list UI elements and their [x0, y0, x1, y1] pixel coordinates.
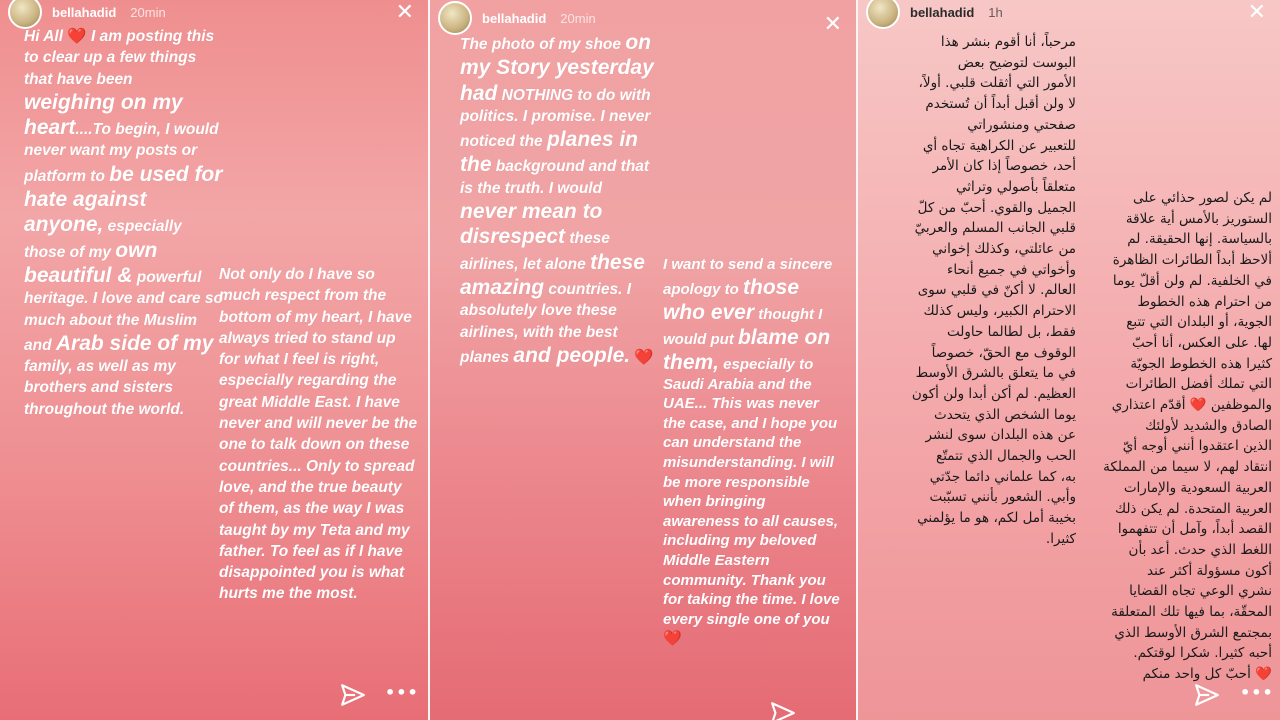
- story-text-col-2: Not only do I have so much respect from the bottom of my heart, I have always tried to stand up for what I feel is right, especially regarding the great Middle East. I have never and will never be the one to talk down on these countries... Only to spread love, and the true beauty of them, as the way I was taught by my Teta and my father. To feel as if I have disappointed you is what hurts me the most.: [219, 266, 418, 603]
- story-text-col-1: [460, 30, 660, 368]
- avatar[interactable]: [866, 0, 900, 29]
- close-icon[interactable]: ✕: [1247, 0, 1266, 25]
- more-options-icon[interactable]: •••: [1240, 683, 1274, 702]
- close-icon[interactable]: ✕: [823, 12, 842, 37]
- story-header: [866, 0, 1003, 28]
- text-segment: especially to Saudi Arabia and the UAE... This was never the case, and I hope you can understand the misunderstanding. I will be more responsible when bringing awareness to all causes, including my beloved Middle Eastern community. Thank you for taking the time. I love every single one of you: [663, 355, 840, 628]
- username[interactable]: bellahadid: [52, 4, 117, 20]
- text-segment: own beautiful &: [24, 238, 158, 287]
- send-icon[interactable]: [340, 682, 366, 708]
- text-segment: weighing on my heart: [24, 90, 183, 140]
- post-time: 20min: [130, 4, 166, 20]
- text-segment: NOTHING to do with politics. I promise. I never noticed the: [460, 86, 651, 151]
- text-segment: ....To begin, I would never want my posts or platform to: [24, 121, 219, 185]
- story-panel-3[interactable]: [858, 0, 1280, 720]
- text-segment: these airlines, let alone: [460, 230, 610, 273]
- more-options-icon[interactable]: •••: [385, 683, 419, 702]
- username[interactable]: bellahadid: [482, 10, 547, 26]
- text-segment: Hi All: [24, 28, 68, 45]
- text-segment: be used for hate against anyone,: [24, 162, 223, 237]
- text-segment: especially those of my: [24, 218, 182, 261]
- text-segment: never mean to disrespect: [460, 200, 603, 249]
- send-icon[interactable]: [770, 700, 796, 720]
- story-panel-2[interactable]: [430, 0, 856, 720]
- heart-icon: ❤️: [630, 348, 654, 366]
- story-text-col-1: [24, 26, 224, 420]
- story-text-col-2: [663, 255, 843, 649]
- text-segment: powerful heritage. I love and care so much about the Muslim and: [24, 268, 223, 354]
- close-icon[interactable]: ✕: [395, 0, 414, 25]
- text-segment: those who ever: [663, 275, 800, 324]
- post-time: 1h: [988, 4, 1003, 20]
- text-segment: Arab side of my: [55, 331, 214, 355]
- post-time: 20min: [560, 10, 596, 26]
- text-segment: thought I would put: [663, 305, 823, 348]
- text-segment: blame on them,: [663, 325, 831, 374]
- text-segment: I am posting this to clear up a few things that have been: [24, 28, 215, 88]
- text-segment: on my Story yesterday had: [460, 31, 654, 105]
- story-panel-1[interactable]: [0, 0, 428, 720]
- text-segment: and people.: [513, 343, 631, 367]
- text-segment: planes in the: [460, 128, 639, 177]
- heart-icon: ❤️: [663, 630, 682, 648]
- story-header: [8, 0, 166, 28]
- avatar[interactable]: [8, 0, 42, 29]
- heart-icon: ❤️: [67, 28, 87, 45]
- text-segment: family, as well as my brothers and sisters throughout the world.: [24, 358, 185, 418]
- story-text-col-1-arabic: مرحباً، أنا أقوم بنشر هذا البوست لتوضيح بعض الأمور التي أثقلت قلبي. أولاً، لا ولن أقبل أبداً أن تُستخدم صفحتي ومنشوراتي للتعبير عن الكراهية تجاه أي أحد، خصوصاً إذا كان الأمر متعلقاً بأصولي وتراثي الجميل والقوي. أحبّ من كلّ قلبي الجانب المسلم والعربيّ من عائلتي، وكذلك إخواني وأخواتي في جميع أنحاء العالم. لا أكنّ في قلبي سوى الاحترام الكبير، وليس كذلك فقط، بل لطالما حاولت الوقوف مع الحقّ، خصوصاً في ما يتعلق بالشرق الأوسط العظيم. لم أكن أبدا ولن أكون يوما الشخص الذي يتحدث عن هذه البلدان سوى لنشر الحب والجمال الذي تتمتّع به، كما علماني دائما جدّتي وأبي. الشعور بأنني تسبّبت بخيبة أمل لكم، هو ما يؤلمني كثيرا.: [911, 34, 1076, 547]
- text-segment: I want to send a sincere apology to: [663, 256, 833, 298]
- text-segment: background and that is the truth. I would: [460, 158, 650, 197]
- username[interactable]: bellahadid: [910, 4, 975, 20]
- text-segment: these amazing: [460, 250, 645, 299]
- send-icon[interactable]: [1194, 682, 1220, 708]
- text-segment: countries. I absolutely love these airlines, with the best planes: [460, 280, 632, 366]
- story-text-col-2-arabic: لم يكن لصور حذائي على الستوريز بالأمس أية علاقة بالسياسة. إنها الحقيقة. لم ألاحظ أبداً الطائرات الظاهرة في الخلفية. لم ولن أقلّ يوما من احترام هذه الخطوط الجوية، أو البلدان التي تتبع لها. على العكس، أنا أحبّ كثيرا هذه الخطوط الجويّة التي تملك أفضل الطائرات والموظفين ❤️ أقدّم اعتذاري الصادق والشديد لأولئك الذين اعتقدوا أنني أوجه أيّ انتقاد لهم، لا سيما من المملكة العربية السعودية والإمارات العربية المتحدة. لم يكن ذلك القصد أبداً، وآمل أن تتفهموا اللغط الذي حدث. أعد بأن أكون مسؤولة أكثر عند نشري الوعي تجاه القضايا المحقّة، بما فيها تلك المتعلقة بمجتمع الشرق الأوسط الذي أحبه كثيرا. شكرا لوقتكم. ❤️ أحبّ كل واحد منكم: [1103, 190, 1272, 683]
- text-segment: The photo of my shoe: [460, 36, 626, 53]
